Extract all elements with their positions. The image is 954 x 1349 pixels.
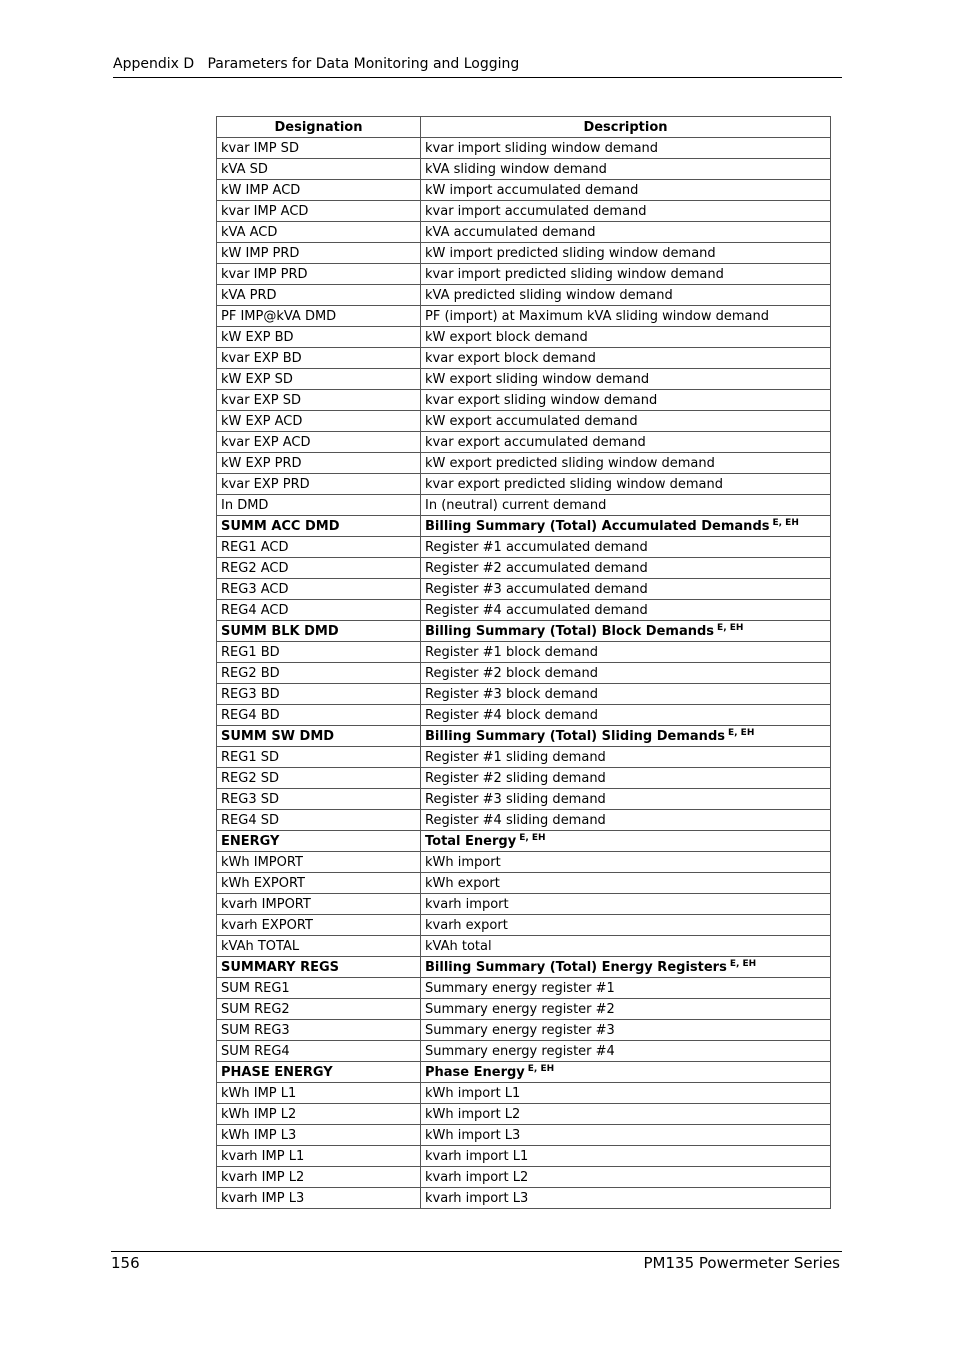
column-header-description: Description xyxy=(421,117,831,138)
section-row xyxy=(217,1062,831,1083)
table-row xyxy=(217,243,831,264)
description-text: kW import accumulated demand xyxy=(425,182,639,198)
description-cell xyxy=(421,915,831,936)
description-cell xyxy=(421,1125,831,1146)
description-cell xyxy=(421,747,831,768)
table-row xyxy=(217,1125,831,1146)
table-row xyxy=(217,894,831,915)
description-cell xyxy=(421,579,831,600)
footnote-marker: E, EH xyxy=(772,517,799,528)
designation-cell: REG2 ACD xyxy=(217,558,421,579)
description-cell xyxy=(421,495,831,516)
designation-cell: kVA ACD xyxy=(217,222,421,243)
description-text: Billing Summary (Total) Energy Registers xyxy=(425,959,727,975)
description-cell xyxy=(421,705,831,726)
description-cell xyxy=(421,138,831,159)
description-text: kW import predicted sliding window demand xyxy=(425,245,716,261)
table-row xyxy=(217,768,831,789)
designation-cell: SUMM SW DMD xyxy=(217,726,421,747)
table-row xyxy=(217,873,831,894)
description-cell xyxy=(421,768,831,789)
table-row xyxy=(217,453,831,474)
description-text: Summary energy register #1 xyxy=(425,980,615,996)
section-row xyxy=(217,726,831,747)
description-cell xyxy=(421,327,831,348)
designation-cell: kvarh EXPORT xyxy=(217,915,421,936)
description-text: kWh export xyxy=(425,875,500,891)
column-header-designation: Designation xyxy=(217,117,421,138)
table-row xyxy=(217,684,831,705)
table-row xyxy=(217,642,831,663)
description-cell xyxy=(421,684,831,705)
description-text: Register #4 sliding demand xyxy=(425,812,606,828)
table-row xyxy=(217,747,831,768)
designation-cell: REG3 ACD xyxy=(217,579,421,600)
designation-cell: kvar EXP ACD xyxy=(217,432,421,453)
designation-cell: kvarh IMP L3 xyxy=(217,1188,421,1209)
description-text: Register #3 sliding demand xyxy=(425,791,606,807)
designation-cell: kWh IMP L3 xyxy=(217,1125,421,1146)
description-cell xyxy=(421,873,831,894)
description-cell xyxy=(421,1020,831,1041)
description-text: kvarh import L3 xyxy=(425,1190,529,1206)
table-row xyxy=(217,810,831,831)
description-text: Register #2 sliding demand xyxy=(425,770,606,786)
table-row xyxy=(217,432,831,453)
description-text: kW export sliding window demand xyxy=(425,371,650,387)
table-row xyxy=(217,159,831,180)
table-row xyxy=(217,663,831,684)
designation-cell: In DMD xyxy=(217,495,421,516)
designation-cell: kvar IMP PRD xyxy=(217,264,421,285)
description-cell xyxy=(421,789,831,810)
description-text: Register #3 block demand xyxy=(425,686,598,702)
designation-cell: kWh IMP L2 xyxy=(217,1104,421,1125)
designation-cell: kvarh IMPORT xyxy=(217,894,421,915)
table-row xyxy=(217,201,831,222)
description-cell xyxy=(421,474,831,495)
table-row xyxy=(217,138,831,159)
description-text: Register #3 accumulated demand xyxy=(425,581,648,597)
description-cell xyxy=(421,222,831,243)
description-text: kVAh total xyxy=(425,938,492,954)
designation-cell: kvarh IMP L2 xyxy=(217,1167,421,1188)
table-row xyxy=(217,915,831,936)
description-text: Register #4 block demand xyxy=(425,707,598,723)
description-cell xyxy=(421,348,831,369)
description-cell xyxy=(421,537,831,558)
table-row xyxy=(217,1104,831,1125)
description-text: Summary energy register #3 xyxy=(425,1022,615,1038)
table-row xyxy=(217,558,831,579)
section-row xyxy=(217,957,831,978)
designation-cell: kVA SD xyxy=(217,159,421,180)
description-cell xyxy=(421,831,831,852)
description-text: Register #1 block demand xyxy=(425,644,598,660)
description-text: Billing Summary (Total) Accumulated Demands xyxy=(425,518,770,534)
description-cell xyxy=(421,558,831,579)
description-text: kWh import L3 xyxy=(425,1127,521,1143)
description-text: kvar export sliding window demand xyxy=(425,392,658,408)
table-row xyxy=(217,285,831,306)
footnote-marker: E, EH xyxy=(527,1063,555,1074)
table-row xyxy=(217,999,831,1020)
description-text: Billing Summary (Total) Sliding Demands xyxy=(425,728,725,744)
designation-cell: REG2 SD xyxy=(217,768,421,789)
description-text: kvar import accumulated demand xyxy=(425,203,647,219)
description-cell xyxy=(421,264,831,285)
table-row xyxy=(217,978,831,999)
page-header xyxy=(113,55,842,78)
table-row xyxy=(217,306,831,327)
description-cell xyxy=(421,369,831,390)
description-text: Register #2 block demand xyxy=(425,665,598,681)
designation-cell: REG1 BD xyxy=(217,642,421,663)
designation-cell: kvar IMP SD xyxy=(217,138,421,159)
footnote-marker: E, EH xyxy=(519,832,546,843)
description-text: kVA sliding window demand xyxy=(425,161,607,177)
description-text: kWh import L1 xyxy=(425,1085,521,1101)
section-row xyxy=(217,621,831,642)
designation-cell: PHASE ENERGY xyxy=(217,1062,421,1083)
designation-cell: kW EXP ACD xyxy=(217,411,421,432)
designation-cell: REG3 BD xyxy=(217,684,421,705)
description-text: Summary energy register #4 xyxy=(425,1043,615,1059)
designation-cell: kWh EXPORT xyxy=(217,873,421,894)
table-row xyxy=(217,1020,831,1041)
description-cell xyxy=(421,999,831,1020)
description-text: kvarh import L2 xyxy=(425,1169,529,1185)
designation-cell: kvar IMP ACD xyxy=(217,201,421,222)
designation-cell: kVA PRD xyxy=(217,285,421,306)
table-row xyxy=(217,180,831,201)
table-row xyxy=(217,474,831,495)
designation-cell: kW IMP ACD xyxy=(217,180,421,201)
description-cell xyxy=(421,726,831,747)
description-cell xyxy=(421,978,831,999)
table-row xyxy=(217,579,831,600)
table-body xyxy=(217,138,831,1209)
description-cell xyxy=(421,390,831,411)
description-text: In (neutral) current demand xyxy=(425,497,607,513)
description-text: kvar export block demand xyxy=(425,350,596,366)
description-text: kW export block demand xyxy=(425,329,588,345)
table-row xyxy=(217,369,831,390)
description-cell xyxy=(421,1167,831,1188)
description-cell xyxy=(421,600,831,621)
designation-cell: kvar EXP PRD xyxy=(217,474,421,495)
description-text: kvarh export xyxy=(425,917,508,933)
table-row xyxy=(217,495,831,516)
description-text: Summary energy register #2 xyxy=(425,1001,615,1017)
description-text: Total Energy xyxy=(425,833,517,849)
footnote-marker: E, EH xyxy=(727,727,755,738)
description-cell xyxy=(421,894,831,915)
header-title: Appendix D Parameters for Data Monitoring and Logging xyxy=(113,56,520,72)
designation-cell: REG1 ACD xyxy=(217,537,421,558)
description-cell xyxy=(421,621,831,642)
table-row xyxy=(217,411,831,432)
designation-cell: SUM REG1 xyxy=(217,978,421,999)
description-text: kvarh import xyxy=(425,896,509,912)
description-cell xyxy=(421,1188,831,1209)
table-row xyxy=(217,348,831,369)
description-text: Register #1 accumulated demand xyxy=(425,539,648,555)
description-cell xyxy=(421,243,831,264)
designation-cell: REG4 BD xyxy=(217,705,421,726)
table-row xyxy=(217,1083,831,1104)
table-row xyxy=(217,1146,831,1167)
description-text: kVA accumulated demand xyxy=(425,224,596,240)
table-row xyxy=(217,222,831,243)
table-row xyxy=(217,327,831,348)
description-text: kWh import L2 xyxy=(425,1106,521,1122)
designation-cell: REG2 BD xyxy=(217,663,421,684)
designation-cell: REG1 SD xyxy=(217,747,421,768)
table-row xyxy=(217,1041,831,1062)
description-cell xyxy=(421,1083,831,1104)
description-text: Phase Energy xyxy=(425,1064,525,1080)
description-text: kW export predicted sliding window demand xyxy=(425,455,715,471)
description-cell xyxy=(421,180,831,201)
description-cell xyxy=(421,411,831,432)
description-text: Register #4 accumulated demand xyxy=(425,602,648,618)
footnote-marker: E, EH xyxy=(729,958,757,969)
description-cell xyxy=(421,936,831,957)
description-cell xyxy=(421,432,831,453)
section-row xyxy=(217,831,831,852)
description-text: kvar import sliding window demand xyxy=(425,140,659,156)
description-cell xyxy=(421,516,831,537)
designation-cell: kW EXP BD xyxy=(217,327,421,348)
designation-cell: REG4 ACD xyxy=(217,600,421,621)
designation-cell: kVAh TOTAL xyxy=(217,936,421,957)
description-cell xyxy=(421,285,831,306)
description-cell xyxy=(421,1146,831,1167)
description-text: kvar export predicted sliding window demand xyxy=(425,476,724,492)
section-row xyxy=(217,516,831,537)
footnote-marker: E, EH xyxy=(717,622,744,633)
description-cell xyxy=(421,957,831,978)
designation-cell: SUMM ACC DMD xyxy=(217,516,421,537)
description-cell xyxy=(421,201,831,222)
page-number: 156 xyxy=(111,1254,140,1272)
table-header-row xyxy=(217,117,831,138)
description-cell xyxy=(421,453,831,474)
description-text: kvarh import L1 xyxy=(425,1148,529,1164)
description-cell xyxy=(421,1062,831,1083)
table-row xyxy=(217,390,831,411)
description-cell xyxy=(421,663,831,684)
table-row xyxy=(217,1188,831,1209)
page-footer xyxy=(111,1251,842,1272)
table-row xyxy=(217,936,831,957)
designation-cell: kvarh IMP L1 xyxy=(217,1146,421,1167)
description-text: Register #1 sliding demand xyxy=(425,749,606,765)
description-text: kvar export accumulated demand xyxy=(425,434,646,450)
designation-cell: kW IMP PRD xyxy=(217,243,421,264)
description-text: Billing Summary (Total) Block Demands xyxy=(425,623,715,639)
designation-cell: ENERGY xyxy=(217,831,421,852)
description-text: PF (import) at Maximum kVA sliding window demand xyxy=(425,308,769,324)
table-row xyxy=(217,264,831,285)
designation-cell: SUMM BLK DMD xyxy=(217,621,421,642)
table-row xyxy=(217,705,831,726)
description-text: kW export accumulated demand xyxy=(425,413,638,429)
description-text: Register #2 accumulated demand xyxy=(425,560,648,576)
designation-cell: REG4 SD xyxy=(217,810,421,831)
designation-cell: kW EXP PRD xyxy=(217,453,421,474)
description-cell xyxy=(421,1041,831,1062)
description-cell xyxy=(421,642,831,663)
product-series: PM135 Powermeter Series xyxy=(643,1254,840,1272)
designation-cell: kvar EXP BD xyxy=(217,348,421,369)
description-cell xyxy=(421,1104,831,1125)
table-row xyxy=(217,600,831,621)
designation-cell: SUM REG3 xyxy=(217,1020,421,1041)
description-text: kvar import predicted sliding window demand xyxy=(425,266,724,282)
table-row xyxy=(217,852,831,873)
description-cell xyxy=(421,159,831,180)
parameters-table xyxy=(216,116,831,1209)
designation-cell: kW EXP SD xyxy=(217,369,421,390)
table-row xyxy=(217,537,831,558)
table-row xyxy=(217,789,831,810)
description-text: kVA predicted sliding window demand xyxy=(425,287,673,303)
designation-cell: kWh IMP L1 xyxy=(217,1083,421,1104)
description-cell xyxy=(421,306,831,327)
designation-cell: SUM REG2 xyxy=(217,999,421,1020)
designation-cell: kWh IMPORT xyxy=(217,852,421,873)
table-row xyxy=(217,1167,831,1188)
designation-cell: SUM REG4 xyxy=(217,1041,421,1062)
designation-cell: REG3 SD xyxy=(217,789,421,810)
designation-cell: kvar EXP SD xyxy=(217,390,421,411)
designation-cell: PF IMP@kVA DMD xyxy=(217,306,421,327)
description-cell xyxy=(421,852,831,873)
designation-cell: SUMMARY REGS xyxy=(217,957,421,978)
description-cell xyxy=(421,810,831,831)
description-text: kWh import xyxy=(425,854,501,870)
